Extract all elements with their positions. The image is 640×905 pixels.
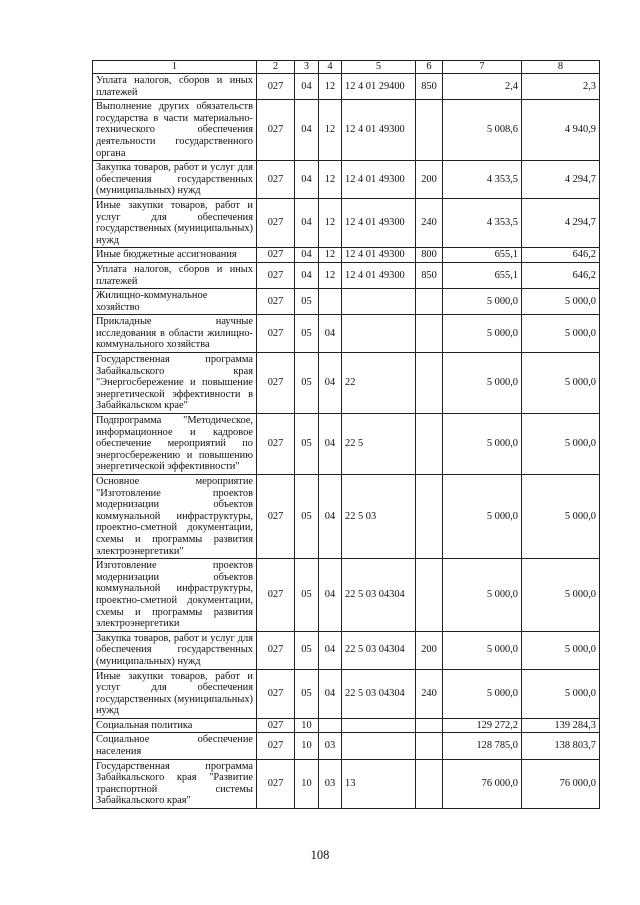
expense-type-cell: 800 bbox=[416, 248, 443, 263]
amount-cell-col7: 5 000,0 bbox=[443, 353, 522, 414]
expense-type-cell: 240 bbox=[416, 669, 443, 718]
target-article-cell: 22 5 03 bbox=[342, 475, 416, 559]
section-code-cell: 05 bbox=[295, 289, 319, 315]
amount-cell-col8: 5 000,0 bbox=[522, 669, 600, 718]
section-code-cell: 05 bbox=[295, 353, 319, 414]
section-code-cell: 05 bbox=[295, 475, 319, 559]
table-row bbox=[93, 100, 600, 161]
subsection-code-cell: 12 bbox=[319, 248, 342, 263]
ministry-code-cell: 027 bbox=[257, 315, 295, 353]
expense-type-cell bbox=[416, 315, 443, 353]
section-code-cell: 10 bbox=[295, 718, 319, 733]
table-row bbox=[93, 759, 600, 808]
ministry-code-cell: 027 bbox=[257, 289, 295, 315]
amount-cell-col8: 5 000,0 bbox=[522, 353, 600, 414]
ministry-code-cell: 027 bbox=[257, 733, 295, 759]
target-article-cell: 12 4 01 49300 bbox=[342, 100, 416, 161]
expense-type-cell: 200 bbox=[416, 161, 443, 199]
table-row bbox=[93, 631, 600, 669]
item-name-cell: Иные бюджетные ассигнования bbox=[93, 248, 257, 263]
item-name-cell: Основное мероприятие "Изготовление проектов модернизации объектов коммунальной инфраструктуры, проектно-сметной документации, схемы и программы развития электроэнергетики" bbox=[93, 475, 257, 559]
ministry-code-cell: 027 bbox=[257, 248, 295, 263]
target-article-cell: 12 4 01 49300 bbox=[342, 161, 416, 199]
amount-cell-col7: 129 272,2 bbox=[443, 718, 522, 733]
section-code-cell: 05 bbox=[295, 559, 319, 632]
ministry-code-cell: 027 bbox=[257, 161, 295, 199]
table-row bbox=[93, 414, 600, 475]
amount-cell-col7: 2,4 bbox=[443, 74, 522, 100]
target-article-cell: 22 5 03 04304 bbox=[342, 631, 416, 669]
ministry-code-cell: 027 bbox=[257, 262, 295, 288]
item-name-cell: Выполнение других обязательств государства в части материально-технического обеспечения деятельности государственного органа bbox=[93, 100, 257, 161]
amount-cell-col8: 646,2 bbox=[522, 248, 600, 263]
table-row bbox=[93, 289, 600, 315]
expense-type-cell bbox=[416, 718, 443, 733]
amount-cell-col7: 5 000,0 bbox=[443, 631, 522, 669]
table-row bbox=[93, 161, 600, 199]
item-name-cell: Государственная программа Забайкальского края "Энергосбережение и повышение энергетической эффективности в Забайкальском крае" bbox=[93, 353, 257, 414]
subsection-code-cell: 12 bbox=[319, 198, 342, 247]
item-name-cell: Иные закупки товаров, работ и услуг для обеспечения государственных (муниципальных) нужд bbox=[93, 669, 257, 718]
amount-cell-col7: 5 000,0 bbox=[443, 475, 522, 559]
table-row bbox=[93, 559, 600, 632]
target-article-cell bbox=[342, 315, 416, 353]
amount-cell-col8: 5 000,0 bbox=[522, 631, 600, 669]
amount-cell-col8: 139 284,3 bbox=[522, 718, 600, 733]
section-code-cell: 05 bbox=[295, 631, 319, 669]
ministry-code-cell: 027 bbox=[257, 718, 295, 733]
table-row bbox=[93, 353, 600, 414]
item-name-cell: Прикладные научные исследования в области жилищно-коммунального хозяйства bbox=[93, 315, 257, 353]
item-name-cell: Уплата налогов, сборов и иных платежей bbox=[93, 262, 257, 288]
amount-cell-col8: 5 000,0 bbox=[522, 289, 600, 315]
section-code-cell: 10 bbox=[295, 759, 319, 808]
expense-type-cell bbox=[416, 559, 443, 632]
subsection-code-cell: 12 bbox=[319, 74, 342, 100]
ministry-code-cell: 027 bbox=[257, 631, 295, 669]
item-name-cell: Уплата налогов, сборов и иных платежей bbox=[93, 74, 257, 100]
amount-cell-col8: 646,2 bbox=[522, 262, 600, 288]
target-article-cell bbox=[342, 718, 416, 733]
subsection-code-cell: 12 bbox=[319, 161, 342, 199]
target-article-cell: 13 bbox=[342, 759, 416, 808]
amount-cell-col7: 5 008,6 bbox=[443, 100, 522, 161]
amount-cell-col8: 5 000,0 bbox=[522, 414, 600, 475]
target-article-cell: 22 5 bbox=[342, 414, 416, 475]
item-name-cell: Государственная программа Забайкальского края "Развитие транспортной системы Забайкальского края" bbox=[93, 759, 257, 808]
amount-cell-col8: 5 000,0 bbox=[522, 315, 600, 353]
item-name-cell: Закупка товаров, работ и услуг для обеспечения государственных (муниципальных) нужд bbox=[93, 161, 257, 199]
amount-cell-col8: 5 000,0 bbox=[522, 559, 600, 632]
amount-cell-col8: 2,3 bbox=[522, 74, 600, 100]
section-code-cell: 04 bbox=[295, 161, 319, 199]
target-article-cell: 12 4 01 49300 bbox=[342, 262, 416, 288]
item-name-cell: Социальная политика bbox=[93, 718, 257, 733]
subsection-code-cell: 04 bbox=[319, 669, 342, 718]
expense-type-cell bbox=[416, 475, 443, 559]
expense-type-cell bbox=[416, 759, 443, 808]
table-row bbox=[93, 198, 600, 247]
amount-cell-col7: 5 000,0 bbox=[443, 559, 522, 632]
target-article-cell: 12 4 01 49300 bbox=[342, 248, 416, 263]
table-row bbox=[93, 74, 600, 100]
table-row bbox=[93, 262, 600, 288]
section-code-cell: 05 bbox=[295, 315, 319, 353]
section-code-cell: 04 bbox=[295, 74, 319, 100]
item-name-cell: Изготовление проектов модернизации объектов коммунальной инфраструктуры, проектно-сметной документации, схемы и программы развития электроэнергетики bbox=[93, 559, 257, 632]
amount-cell-col8: 4 294,7 bbox=[522, 198, 600, 247]
target-article-cell bbox=[342, 733, 416, 759]
amount-cell-col7: 4 353,5 bbox=[443, 198, 522, 247]
column-header: 3 bbox=[295, 61, 319, 74]
subsection-code-cell bbox=[319, 289, 342, 315]
expense-type-cell bbox=[416, 100, 443, 161]
target-article-cell: 22 5 03 04304 bbox=[342, 559, 416, 632]
table-row bbox=[93, 248, 600, 263]
subsection-code-cell: 04 bbox=[319, 315, 342, 353]
section-code-cell: 05 bbox=[295, 414, 319, 475]
section-code-cell: 04 bbox=[295, 262, 319, 288]
target-article-cell: 22 bbox=[342, 353, 416, 414]
amount-cell-col8: 4 294,7 bbox=[522, 161, 600, 199]
expense-type-cell: 850 bbox=[416, 74, 443, 100]
ministry-code-cell: 027 bbox=[257, 414, 295, 475]
table-header-row bbox=[93, 61, 600, 74]
subsection-code-cell: 03 bbox=[319, 733, 342, 759]
column-header: 8 bbox=[522, 61, 600, 74]
budget-table bbox=[92, 60, 600, 809]
subsection-code-cell: 12 bbox=[319, 262, 342, 288]
ministry-code-cell: 027 bbox=[257, 559, 295, 632]
target-article-cell: 22 5 03 04304 bbox=[342, 669, 416, 718]
amount-cell-col7: 5 000,0 bbox=[443, 315, 522, 353]
amount-cell-col7: 5 000,0 bbox=[443, 414, 522, 475]
subsection-code-cell: 04 bbox=[319, 475, 342, 559]
ministry-code-cell: 027 bbox=[257, 74, 295, 100]
table-row bbox=[93, 718, 600, 733]
column-header: 2 bbox=[257, 61, 295, 74]
amount-cell-col8: 4 940,9 bbox=[522, 100, 600, 161]
item-name-cell: Подпрограмма "Методическое, информационное и кадровое обеспечение мероприятий по энергосбережению и повышению энергетической эффективности" bbox=[93, 414, 257, 475]
expense-type-cell bbox=[416, 414, 443, 475]
amount-cell-col8: 5 000,0 bbox=[522, 475, 600, 559]
subsection-code-cell: 12 bbox=[319, 100, 342, 161]
target-article-cell bbox=[342, 289, 416, 315]
amount-cell-col7: 5 000,0 bbox=[443, 289, 522, 315]
table-row bbox=[93, 669, 600, 718]
target-article-cell: 12 4 01 49300 bbox=[342, 198, 416, 247]
amount-cell-col7: 128 785,0 bbox=[443, 733, 522, 759]
amount-cell-col7: 655,1 bbox=[443, 248, 522, 263]
section-code-cell: 10 bbox=[295, 733, 319, 759]
expense-type-cell bbox=[416, 733, 443, 759]
amount-cell-col7: 5 000,0 bbox=[443, 669, 522, 718]
target-article-cell: 12 4 01 29400 bbox=[342, 74, 416, 100]
column-header: 1 bbox=[93, 61, 257, 74]
table-body bbox=[93, 61, 600, 809]
subsection-code-cell: 04 bbox=[319, 414, 342, 475]
expense-type-cell: 240 bbox=[416, 198, 443, 247]
table-row bbox=[93, 475, 600, 559]
item-name-cell: Жилищно-коммунальное хозяйство bbox=[93, 289, 257, 315]
item-name-cell: Закупка товаров, работ и услуг для обеспечения государственных (муниципальных) нужд bbox=[93, 631, 257, 669]
ministry-code-cell: 027 bbox=[257, 759, 295, 808]
ministry-code-cell: 027 bbox=[257, 198, 295, 247]
expense-type-cell: 850 bbox=[416, 262, 443, 288]
ministry-code-cell: 027 bbox=[257, 669, 295, 718]
subsection-code-cell bbox=[319, 718, 342, 733]
amount-cell-col8: 138 803,7 bbox=[522, 733, 600, 759]
subsection-code-cell: 04 bbox=[319, 559, 342, 632]
expense-type-cell bbox=[416, 353, 443, 414]
item-name-cell: Иные закупки товаров, работ и услуг для обеспечения государственных (муниципальных) нужд bbox=[93, 198, 257, 247]
section-code-cell: 05 bbox=[295, 669, 319, 718]
ministry-code-cell: 027 bbox=[257, 475, 295, 559]
section-code-cell: 04 bbox=[295, 198, 319, 247]
amount-cell-col8: 76 000,0 bbox=[522, 759, 600, 808]
column-header: 6 bbox=[416, 61, 443, 74]
item-name-cell: Социальное обеспечение населения bbox=[93, 733, 257, 759]
column-header: 5 bbox=[342, 61, 416, 74]
section-code-cell: 04 bbox=[295, 100, 319, 161]
column-header: 4 bbox=[319, 61, 342, 74]
ministry-code-cell: 027 bbox=[257, 353, 295, 414]
subsection-code-cell: 04 bbox=[319, 353, 342, 414]
subsection-code-cell: 04 bbox=[319, 631, 342, 669]
column-header: 7 bbox=[443, 61, 522, 74]
expense-type-cell: 200 bbox=[416, 631, 443, 669]
amount-cell-col7: 4 353,5 bbox=[443, 161, 522, 199]
table-row bbox=[93, 315, 600, 353]
table-row bbox=[93, 733, 600, 759]
expense-type-cell bbox=[416, 289, 443, 315]
page-number: 108 bbox=[310, 848, 330, 862]
amount-cell-col7: 655,1 bbox=[443, 262, 522, 288]
subsection-code-cell: 03 bbox=[319, 759, 342, 808]
amount-cell-col7: 76 000,0 bbox=[443, 759, 522, 808]
section-code-cell: 04 bbox=[295, 248, 319, 263]
ministry-code-cell: 027 bbox=[257, 100, 295, 161]
